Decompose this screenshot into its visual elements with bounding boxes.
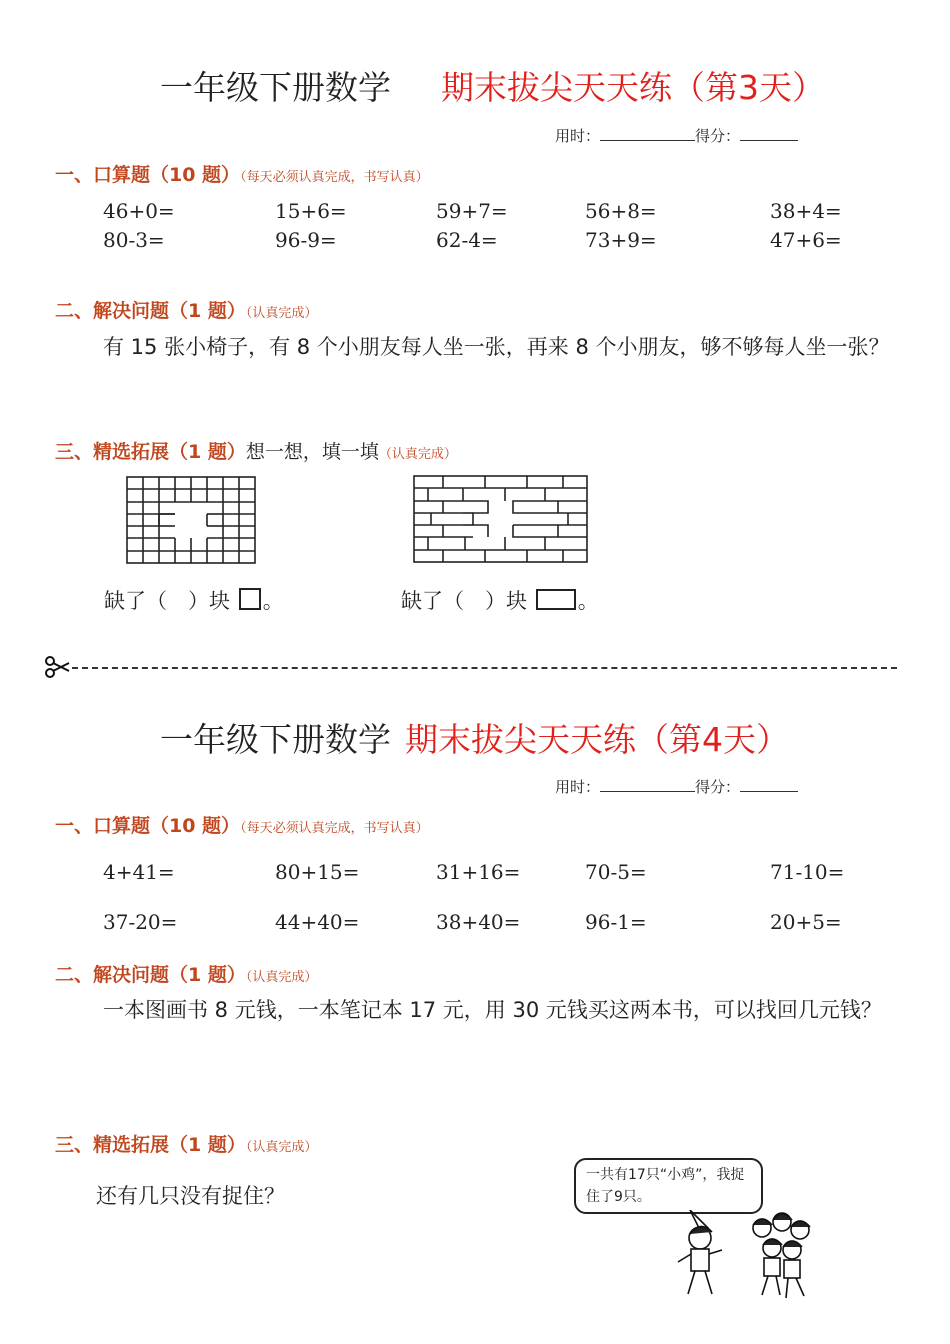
fill-suffix: 。 (577, 589, 599, 613)
sheet2-meta (555, 776, 798, 797)
square-tile-icon (239, 588, 261, 610)
brick-wall-figure (413, 475, 588, 563)
scissors-icon (44, 656, 70, 678)
fill-blank-squares (104, 585, 284, 615)
sheet2-title-right: 期末拔尖天天练（第4天） (405, 720, 789, 759)
sheet2-problem-text: 一本图画书 8 元钱，一本笔记本 17 元，用 30 元钱买这两本书，可以找回几元钱？ (103, 998, 882, 1022)
speech-bubble: 一共有17只“小鸡”，我捉住了9只。 (574, 1158, 763, 1214)
sheet2-title (160, 714, 789, 761)
section-title: 一、口算题（10 题） (55, 815, 241, 837)
calc-item: 46+0= (103, 199, 175, 223)
calc-item: 44+40= (275, 910, 360, 934)
section-title: 三、精选拓展（1 题） (55, 1134, 246, 1156)
calc-item: 37-20= (103, 910, 178, 934)
section-title: 二、解决问题（1 题） (55, 964, 246, 986)
calc-item: 4+41= (103, 860, 175, 884)
fill-blank-bricks (401, 585, 599, 615)
score-label: 得分： (695, 778, 741, 796)
section-note: （每天必须认真完成，书写认真） (240, 170, 429, 185)
calc-item: 73+9= (585, 228, 657, 252)
section-title: 二、解决问题（1 题） (55, 300, 246, 322)
sheet2-section1-heading (55, 811, 429, 838)
calc-item: 20+5= (770, 910, 842, 934)
calc-item: 71-10= (770, 860, 845, 884)
fill-text: 缺了（ ）块 (401, 589, 527, 613)
calc-item: 38+4= (770, 199, 842, 223)
children-playing-illustration (660, 1210, 825, 1305)
calc-item: 15+6= (275, 199, 347, 223)
sheet1-section2-heading (55, 296, 317, 323)
score-label: 得分： (695, 127, 741, 145)
time-label: 用时： (555, 778, 601, 796)
sheet2-section3-heading (55, 1130, 317, 1157)
sheet2-title-left: 一年级下册数学 (160, 720, 391, 759)
cut-line (72, 667, 897, 669)
score-blank[interactable] (740, 777, 798, 792)
calc-item: 38+40= (436, 910, 521, 934)
section-note: （认真完成） (245, 306, 318, 321)
section-title: 三、精选拓展（1 题） (55, 441, 246, 463)
calc-item: 70-5= (585, 860, 647, 884)
section-title: 一、口算题（10 题） (55, 164, 241, 186)
calc-item: 80+15= (275, 860, 360, 884)
section-extra: 想一想，填一填 (245, 441, 379, 463)
calc-item: 31+16= (436, 860, 521, 884)
time-blank[interactable] (600, 777, 695, 792)
sheet1-meta (555, 125, 798, 146)
sheet1-title (160, 62, 825, 109)
sheet1-problem-text: 有 15 张小椅子，有 8 个小朋友每人坐一张，再来 8 个小朋友，够不够每人坐一张？ (103, 335, 890, 359)
calc-item: 62-4= (436, 228, 498, 252)
calc-item: 96-9= (275, 228, 337, 252)
brick-tile-icon (536, 589, 576, 610)
time-blank[interactable] (600, 126, 695, 141)
square-grid-figure (126, 476, 256, 564)
fill-text: 缺了（ ）块 (104, 589, 230, 613)
sheet2-section2-heading (55, 960, 317, 987)
time-label: 用时： (555, 127, 601, 145)
sheet1-title-left: 一年级下册数学 (160, 68, 391, 107)
sheet1-section1-heading (55, 160, 429, 187)
section-note: （认真完成） (245, 1140, 318, 1155)
calc-item: 59+7= (436, 199, 508, 223)
calc-item: 96-1= (585, 910, 647, 934)
section-note: （认真完成） (378, 447, 457, 462)
fill-suffix: 。 (262, 589, 284, 613)
sheet2-question: 还有几只没有捉住？ (96, 1184, 285, 1208)
calc-item: 47+6= (770, 228, 842, 252)
section-note: （每天必须认真完成，书写认真） (240, 821, 429, 836)
section-note: （认真完成） (245, 970, 318, 985)
sheet1-section3-heading (55, 437, 457, 464)
sheet1-title-right: 期末拔尖天天练（第3天） (441, 68, 825, 107)
calc-item: 80-3= (103, 228, 165, 252)
score-blank[interactable] (740, 126, 798, 141)
calc-item: 56+8= (585, 199, 657, 223)
